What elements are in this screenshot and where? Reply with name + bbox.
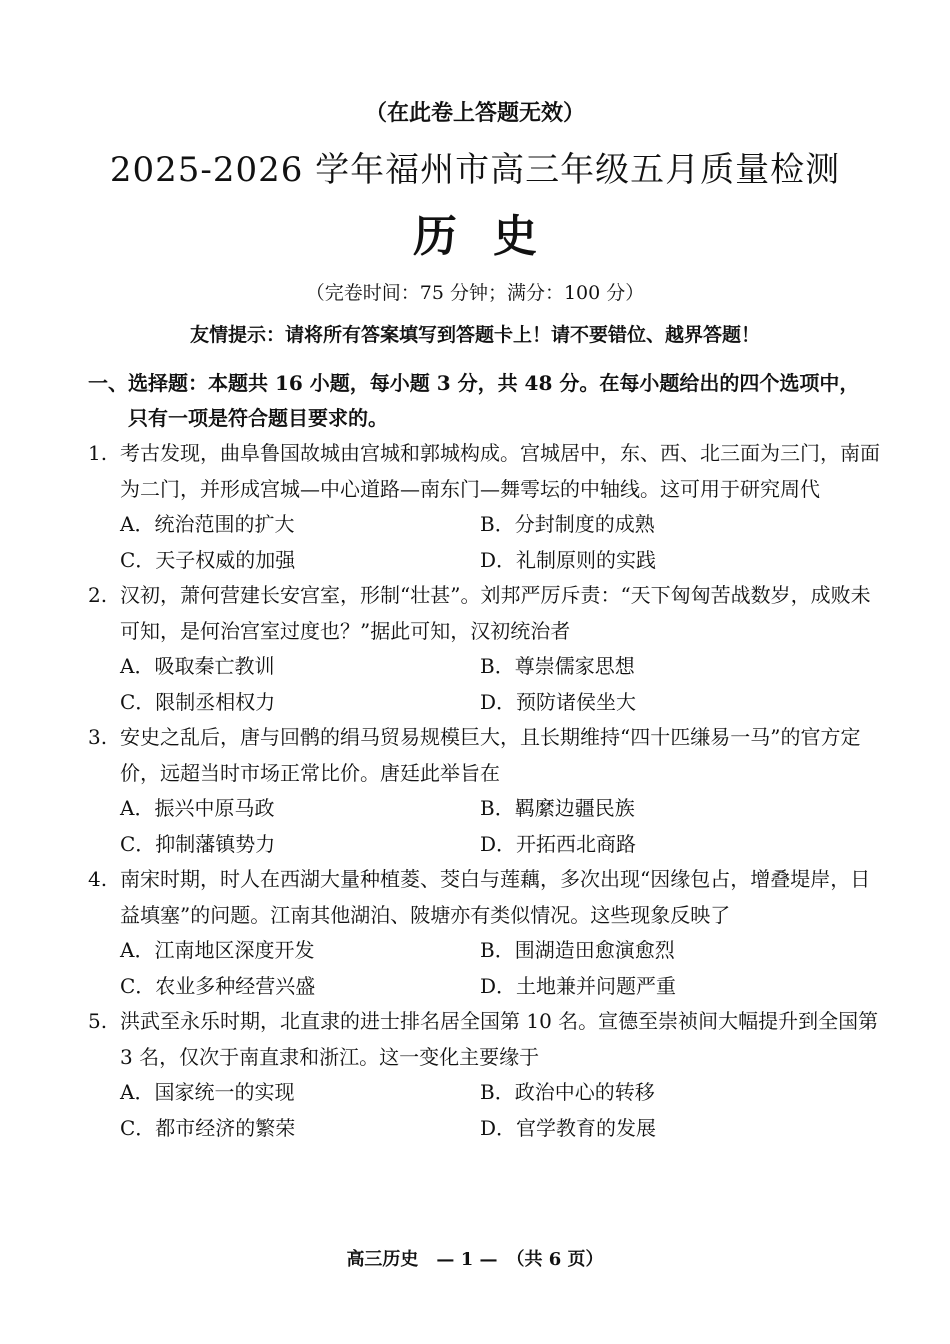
question-stem bbox=[88, 720, 888, 791]
question-item bbox=[88, 436, 888, 578]
option-b: B．尊崇儒家思想 bbox=[480, 654, 635, 678]
invalid-answer-notice: （在此卷上答题无效） bbox=[364, 100, 585, 126]
option-a: A．江南地区深度开发 bbox=[120, 938, 315, 962]
option-d: D．礼制原则的实践 bbox=[480, 547, 657, 572]
question-text: 考古发现，曲阜鲁国故城由宫城和郭城构成。宫城居中，东、西、北三面为三门，南面为二门，并形成宫城—中心道路—南东门—舞雩坛的中轴线。这可用于研究周代 bbox=[120, 441, 880, 501]
option-c: C．都市经济的繁荣 bbox=[120, 1115, 296, 1140]
question-list bbox=[88, 436, 888, 1146]
question-stem bbox=[88, 436, 888, 507]
section-heading bbox=[88, 366, 888, 436]
question-number: 3. bbox=[88, 725, 108, 749]
exam-title: 2025-2026 学年福州市高三年级五月质量检测 bbox=[109, 150, 841, 190]
question-stem bbox=[88, 862, 888, 933]
option-b: B．分封制度的成熟 bbox=[480, 512, 655, 536]
option-d: D．土地兼并问题严重 bbox=[480, 973, 677, 998]
page-footer: 高三历史 — 1 — （共 6 页） bbox=[346, 1249, 604, 1270]
option-b: B．羁縻边疆民族 bbox=[480, 796, 635, 820]
option-c: C．天子权威的加强 bbox=[120, 547, 296, 572]
option-group bbox=[88, 1075, 888, 1146]
question-text: 南宋时期，时人在西湖大量种植菱、茭白与莲藕，多次出现“因缘包占，增叠堤岸，日益填塞”的问题。江南其他湖泊、陂塘亦有类似情况。这些现象反映了 bbox=[120, 867, 871, 927]
option-c: C．抑制藩镇势力 bbox=[120, 831, 276, 856]
option-c: C．农业多种经营兴盛 bbox=[120, 973, 316, 998]
exam-timing: （完卷时间：75 分钟；满分：100 分） bbox=[305, 282, 645, 304]
question-item bbox=[88, 1004, 888, 1146]
section-heading-line: 一、选择题：本题共 16 小题，每小题 3 分，共 48 分。在每小题给出的四个选项中， bbox=[88, 371, 860, 395]
option-a: A．振兴中原马政 bbox=[120, 796, 275, 820]
option-a: A．国家统一的实现 bbox=[120, 1080, 295, 1104]
question-number: 5. bbox=[88, 1009, 108, 1033]
option-group bbox=[88, 507, 888, 578]
question-stem bbox=[88, 1004, 888, 1075]
option-group bbox=[88, 791, 888, 862]
option-d: D．预防诸侯坐大 bbox=[480, 689, 637, 714]
option-c: C．限制丞相权力 bbox=[120, 689, 276, 714]
question-text: 安史之乱后，唐与回鹘的绢马贸易规模巨大，且长期维持“四十匹缣易一马”的官方定价，远超当时市场正常比价。唐廷此举旨在 bbox=[120, 725, 861, 785]
friendly-tip: 友情提示：请将所有答案填写到答题卡上！请不要错位、越界答题！ bbox=[189, 324, 760, 346]
question-text: 汉初，萧何营建长安宫室，形制“壮甚”。刘邦严厉斥责：“天下匈匈苦战数岁，成败未可知，是何治宫室过度也？”据此可知，汉初统治者 bbox=[120, 583, 871, 643]
option-b: B．围湖造田愈演愈烈 bbox=[480, 938, 675, 962]
option-group bbox=[88, 933, 888, 1004]
question-number: 1. bbox=[88, 441, 108, 465]
option-a: A．吸取秦亡教训 bbox=[120, 654, 275, 678]
question-stem bbox=[88, 578, 888, 649]
question-item bbox=[88, 578, 888, 720]
option-b: B．政治中心的转移 bbox=[480, 1080, 655, 1104]
option-d: D．开拓西北商路 bbox=[480, 831, 637, 856]
question-item bbox=[88, 720, 888, 862]
question-number: 4. bbox=[88, 867, 108, 891]
option-d: D．官学教育的发展 bbox=[480, 1115, 657, 1140]
subject-title: 历史 bbox=[413, 211, 573, 262]
question-item bbox=[88, 862, 888, 1004]
question-number: 2. bbox=[88, 583, 108, 607]
section-heading-line: 只有一项是符合题目要求的。 bbox=[128, 406, 388, 430]
option-group bbox=[88, 649, 888, 720]
question-text: 洪武至永乐时期，北直隶的进士排名居全国第 10 名。宣德至崇祯间大幅提升到全国第 3 名，仅次于南直隶和浙江。这一变化主要缘于 bbox=[120, 1009, 879, 1069]
option-a: A．统治范围的扩大 bbox=[120, 512, 295, 536]
